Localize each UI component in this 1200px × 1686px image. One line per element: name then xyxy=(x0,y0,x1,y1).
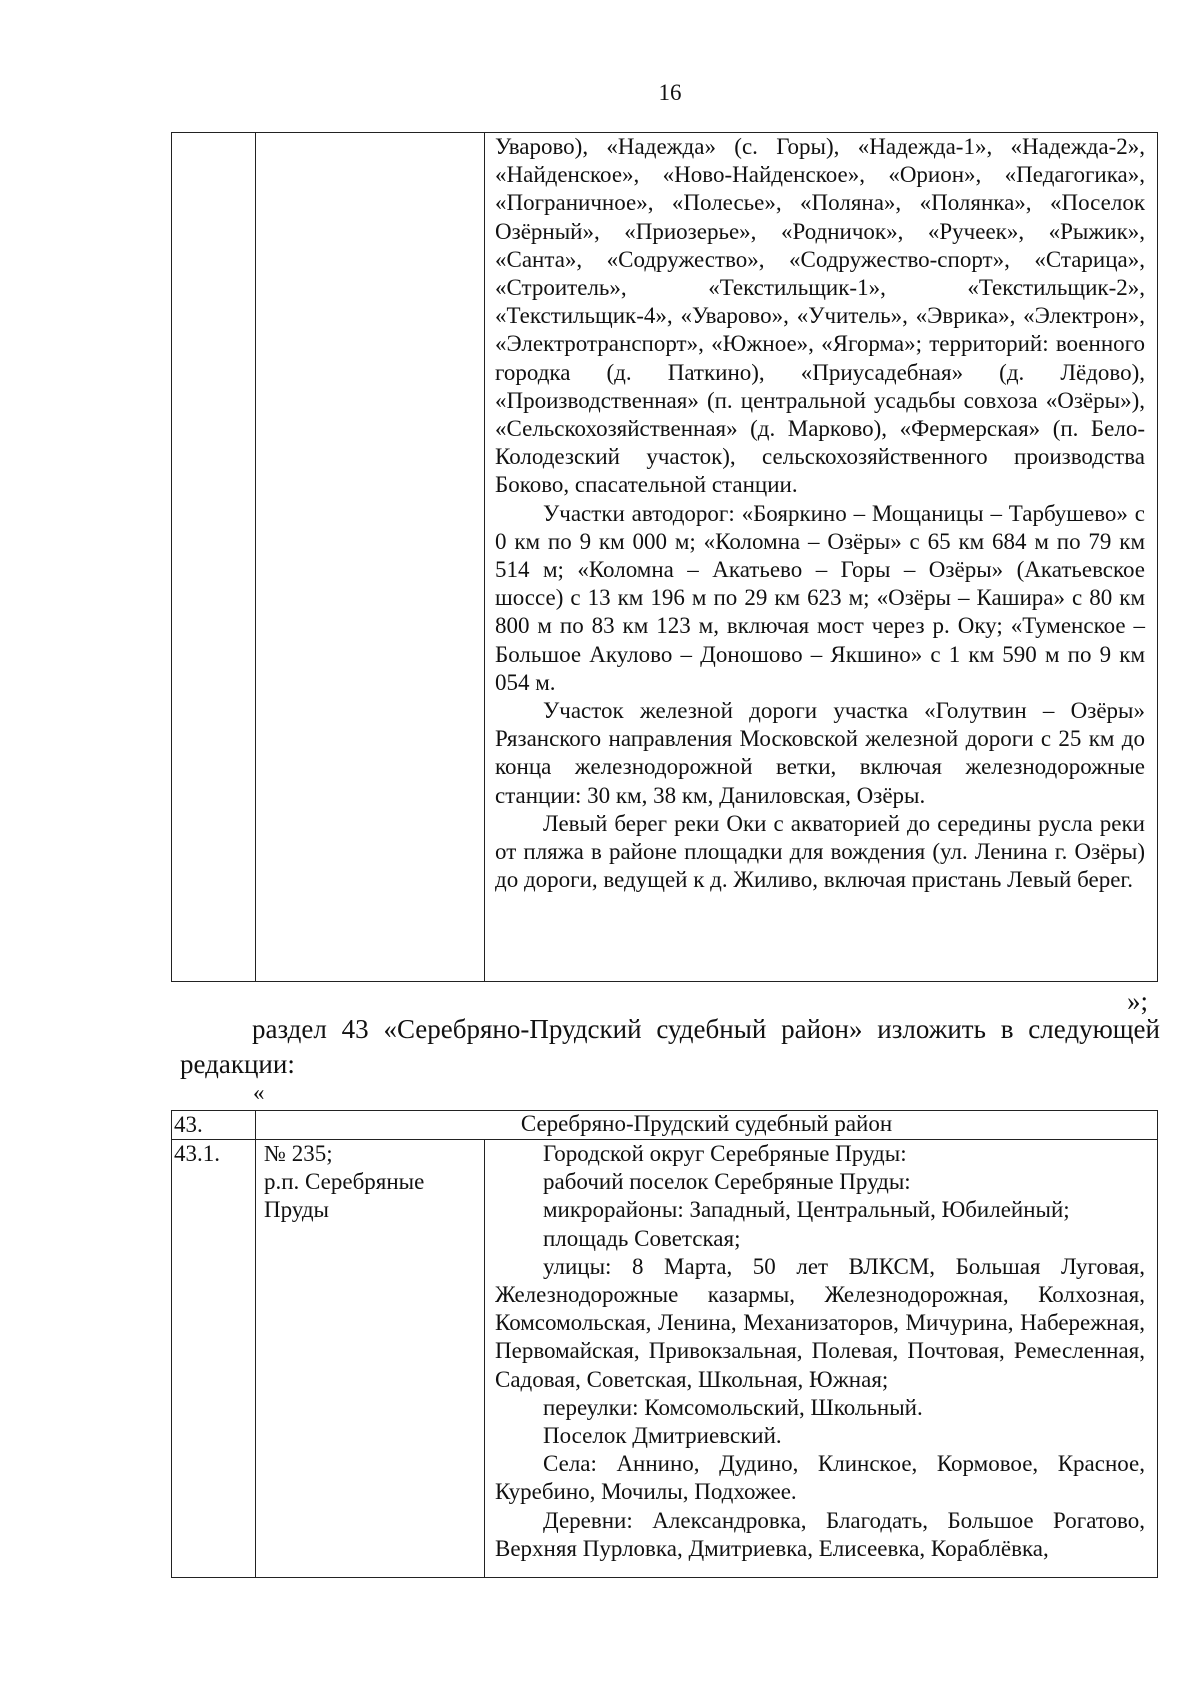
roads-paragraph: Участки автодорог: «Бояркино – Мощаницы – Тарбушево» с 0 км по 9 км 000 м; «Коломна – Озёры» с 65 км 684 м по 79 км 514 м; «Коломна – Акатьево – Горы – Озёры» (Акатьевское шоссе) с 13 км 196 м по 29 км 623 м; «Озёры – Кашира» с 80 км 800 м по 83 км 123 м, включая мост через р. Оку; «Туменское – Большое Акулово – Доношово – Якшино» с 1 км 590 м по 9 км 054 м. xyxy=(495,500,1145,695)
villages-paragraph: Деревни: Александровка, Благодать, Большое Рогатово, Верхняя Пурловка, Дмитриевка, Елисеевка, Кораблёвка, xyxy=(495,1507,1146,1561)
selos-paragraph: Села: Аннино, Дудино, Клинское, Кормовое, Красное, Куребино, Мочилы, Подхожее. xyxy=(495,1451,1146,1505)
streets-paragraph: улицы: 8 Марта, 50 лет ВЛКСМ, Большая Луговая, Железнодорожные казармы, Железнодорожная, Колхозная, Комсомольская, Ленина, Механизаторов, Мичурина, Набережная, Первомайская, Привокзальная, Полевая, Почтовая, Ремесленная, Садовая, Советская, Школьная, Южная; xyxy=(495,1253,1146,1392)
court-location-cell xyxy=(256,1140,485,1578)
closing-quote: »; xyxy=(1126,986,1148,1016)
opening-quote: « xyxy=(253,1080,265,1105)
riverbank-paragraph: Левый берег реки Оки с акваторией до середины русла реки от пляжа в районе площадки для вождения (ул. Ленина г. Озёры) до дороги, ведущей к д. Жиливо, включая пристань Левый берег. xyxy=(495,810,1145,893)
page-number: 16 xyxy=(658,80,682,105)
territory-paragraph: Уварово), «Надежда» (с. Горы), «Надежда-1», «Надежда-2», «Найденское», «Ново-Найденское», «Орион», «Педагогика», «Пограничное», «Полесье», «Поляна», «Полянка», «Поселок Озёрный», «Приозерье», «Родничок», «Ручеек», «Рыжик», «Санта», «Содружество», «Содружество-спорт», «Старица», «Строитель», «Текстильщик-1», «Текстильщик-2», «Текстильщик-4», «Уварово», «Учитель», «Эврика», «Электрон», «Электротранспорт», «Южное», «Ягорма»; территорий: военного городка (д. Паткино), «Приусадебная» (д. Лёдово), «Производственная» (п. центральной усадьбы совхоза «Озёры»), «Сельскохозяйственная» (д. Марково), «Фермерская» (п. Бело-Колодезский участок), сельскохозяйственного производства Боково, спасательной станции. xyxy=(495,134,1145,498)
district-heading: Городской округ Серебряные Пруды: xyxy=(543,1141,907,1166)
row-number: 43.1. xyxy=(172,1140,256,1578)
court-number: № 235; xyxy=(264,1141,333,1166)
lanes-line: переулки: Комсомольский, Школьный. xyxy=(543,1394,923,1420)
court-cell xyxy=(256,133,485,982)
settlement-heading: рабочий поселок Серебряные Пруды: xyxy=(543,1169,911,1195)
territory-cell xyxy=(485,1140,1158,1578)
microdistricts-line: микрорайоны: Западный, Центральный, Юбилейный; xyxy=(543,1197,1070,1223)
village-line: Поселок Дмитриевский. xyxy=(543,1423,782,1449)
number-cell xyxy=(172,133,256,982)
court-settlement-name: Пруды xyxy=(264,1197,330,1222)
section-title: Серебряно-Прудский судебный район xyxy=(256,1111,1158,1140)
territory-cell xyxy=(485,133,1158,982)
section-number: 43. xyxy=(172,1111,256,1140)
railway-paragraph: Участок железной дороги участка «Голутвин – Озёры» Рязанского направления Московской железной дороги с 25 км до конца железнодорожной ветки, включая железнодорожные станции: 30 км, 38 км, Даниловская, Озёры. xyxy=(495,698,1145,808)
continued-table xyxy=(171,132,1158,982)
square-line: площадь Советская; xyxy=(543,1225,741,1251)
section-43-table xyxy=(171,1110,1158,1578)
amendment-instruction: раздел 43 «Серебряно-Прудский судебный район» изложить в следующей редакции: xyxy=(180,1014,1160,1079)
court-settlement: р.п. Серебряные xyxy=(264,1169,425,1194)
